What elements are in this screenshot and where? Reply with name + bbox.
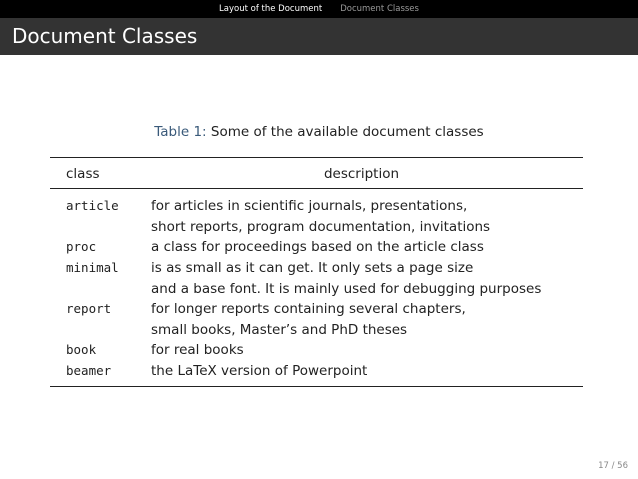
class-name: book	[66, 342, 97, 357]
navigation-bar	[0, 0, 638, 18]
description-line: small books, Master’s and PhD theses	[151, 321, 408, 338]
class-name: proc	[66, 239, 97, 254]
class-description	[151, 299, 466, 340]
description-line: a class for proceedings based on the article class	[151, 239, 484, 255]
description-line: for longer reports containing several chapters,	[151, 301, 466, 317]
class-name: report	[66, 301, 112, 316]
class-description	[151, 258, 541, 299]
table-bottom-rule	[50, 386, 583, 387]
description-line: for articles in scientific journals, presentations,	[151, 198, 468, 214]
frame-title-bar	[0, 18, 638, 55]
nav-item-document-classes[interactable]: Document Classes	[340, 4, 419, 14]
caption-text: Some of the available document classes	[210, 124, 484, 140]
class-description	[151, 196, 490, 237]
description-line: the LaTeX version of Powerpoint	[151, 363, 368, 379]
description-line: for real books	[151, 342, 244, 358]
column-header-description: description	[323, 166, 400, 182]
class-description	[151, 340, 244, 361]
column-header-class: class	[66, 166, 100, 182]
description-line: and a base font. It is mainly used for debugging purposes	[151, 280, 542, 297]
class-description	[151, 237, 484, 258]
page-number: 17 / 56	[598, 461, 628, 471]
description-line: is as small as it can get. It only sets a page size	[151, 260, 474, 276]
table-top-rule	[50, 157, 583, 158]
description-line: short reports, program documentation, invitations	[151, 218, 491, 235]
class-name: minimal	[66, 260, 119, 275]
table-header-rule	[50, 188, 583, 189]
class-description	[151, 361, 367, 382]
table-caption	[0, 124, 638, 140]
class-name: beamer	[66, 363, 112, 378]
frame-title: Document Classes	[12, 24, 198, 48]
caption-label: Table 1:	[154, 124, 207, 140]
nav-item-layout-of-the-document[interactable]: Layout of the Document	[219, 4, 323, 14]
class-name: article	[66, 198, 119, 213]
